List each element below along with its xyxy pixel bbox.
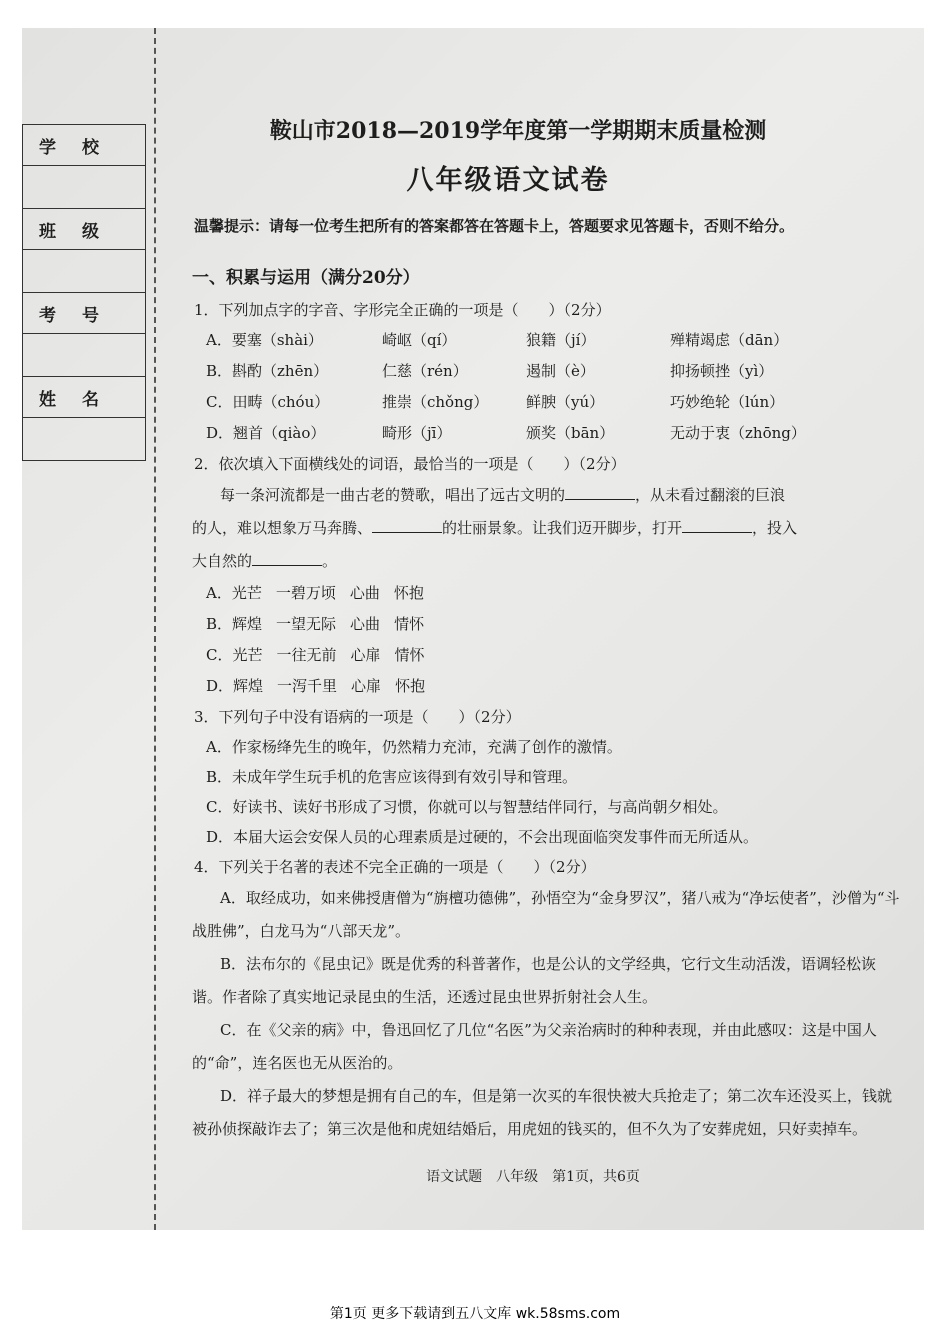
scanned-exam-page <box>22 28 924 1230</box>
q1-option-d-4: 无动于衷（zhōng） <box>670 424 806 442</box>
q2-c-3: 心扉 <box>350 646 381 664</box>
q1-option-b-4: 抑扬顿挫（yì） <box>670 362 774 380</box>
q3-option-b: B．未成年学生玩手机的危害应该得到有效引导和管理。 <box>206 768 578 786</box>
q2-c-2: 一往无前 <box>276 646 337 664</box>
q2-text-3: 的人，难以想象万马奔腾、 <box>192 519 373 537</box>
q2-text-4: 的壮丽景象。让我们迈开脚步，打开 <box>442 519 683 537</box>
q4-option-a: A．取经成功，如来佛授唐僧为“旃檀功德佛”，孙悟空为“金身罗汉”，猪八戒为“净坛使者”，沙僧为“斗战胜佛”，白龙马为“八部天龙”。 <box>192 889 900 940</box>
q3-option-d: D．本届大运会安保人员的心理素质是过硬的，不会出现面临突发事件而无所适从。 <box>206 828 759 846</box>
q2-option-a <box>192 578 904 609</box>
q2-d-4: 怀抱 <box>395 677 426 695</box>
q1-option-b-1: B．斟酌（zhēn） <box>206 362 329 380</box>
q1-option-c-3: 鲜腴（yú） <box>526 393 605 411</box>
question-2-stem: 2．依次填入下面横线处的词语，最恰当的一项是（ ）（2分） <box>194 455 626 473</box>
q2-b-1: B．辉煌 <box>206 615 263 633</box>
question-3-stem: 3．下列句子中没有语病的一项是（ ）（2分） <box>194 708 521 726</box>
q1-option-a-3: 狼籍（jí） <box>526 331 596 349</box>
q4-option-c: C．在《父亲的病》中，鲁迅回忆了几位“名医”为父亲治病时的种种表现，并由此感叹：这是中国人的“命”，连名医也无从医治的。 <box>192 1021 877 1072</box>
exam-page-footer: 语文试题 八年级 第1页，共6页 <box>426 1169 640 1185</box>
q2-a-4: 怀抱 <box>393 584 424 602</box>
name-label: 姓名 <box>23 377 146 418</box>
q2-text-1: 每一条河流都是一曲古老的赞歌，唱出了远古文明的 <box>220 486 566 504</box>
q2-b-4: 情怀 <box>394 615 425 633</box>
q1-option-a-1: A．要塞（shài） <box>206 331 323 349</box>
q1-option-d-2: 畸形（jī） <box>382 424 452 442</box>
q1-option-a-4: 殚精竭虑（dān） <box>670 331 789 349</box>
q3-option-c: C．好读书、读好书形成了习惯，你就可以与智慧结伴同行，与高尚朝夕相处。 <box>206 798 728 816</box>
q2-option-b <box>192 609 904 640</box>
q2-d-3: 心扉 <box>351 677 382 695</box>
question-2-passage <box>192 479 904 512</box>
exam-subtitle: 八年级语文试卷 <box>406 165 610 196</box>
exam-number-label: 考号 <box>23 293 146 334</box>
exam-number-blank <box>23 334 146 377</box>
school-label: 学校 <box>23 125 146 166</box>
question-2-passage-line-3 <box>192 545 904 578</box>
name-blank <box>23 418 146 461</box>
q1-option-d-1: D．翘首（qiào） <box>206 424 326 442</box>
class-label: 班级 <box>23 209 146 250</box>
q2-c-4: 情怀 <box>394 646 425 664</box>
binding-cut-line <box>154 28 156 1230</box>
class-blank <box>23 250 146 293</box>
q1-option-d-3: 颁奖（bān） <box>526 424 615 442</box>
q1-option-b-2: 仁慈（rén） <box>382 362 468 380</box>
q1-option-c-1: C．田畴（chóu） <box>206 393 330 411</box>
q2-blank-4 <box>252 550 322 566</box>
q2-d-1: D．辉煌 <box>206 677 264 695</box>
q1-option-c-2: 推崇（chǒng） <box>382 393 489 411</box>
q2-text-6: 大自然的 <box>192 552 253 570</box>
q2-option-d <box>192 671 904 702</box>
q2-text-5: ，投入 <box>752 519 798 537</box>
exam-title: 鞍山市2018—2019学年度第一学期期末质量检测 <box>269 118 767 144</box>
q1-option-c-4: 巧妙绝轮（lún） <box>670 393 785 411</box>
q2-a-1: A．光芒 <box>206 584 262 602</box>
q2-b-3: 心曲 <box>350 615 381 633</box>
q2-option-c <box>192 640 904 671</box>
question-1-options <box>192 325 904 449</box>
q2-blank-1 <box>565 484 635 500</box>
q3-option-a: A．作家杨绛先生的晚年，仍然精力充沛，充满了创作的激情。 <box>206 738 622 756</box>
q2-c-1: C．光芒 <box>206 646 263 664</box>
section-title: 一、积累与运用（满分20分） <box>192 268 420 288</box>
q2-b-2: 一望无际 <box>276 615 337 633</box>
question-4-stem: 4．下列关于名著的表述不完全正确的一项是（ ）（2分） <box>194 858 596 876</box>
q2-blank-3 <box>682 517 752 533</box>
q4-option-b: B．法布尔的《昆虫记》既是优秀的科普著作，也是公认的文学经典，它行文生动活泼，语调轻松诙谐。作者除了真实地记录昆虫的生活，还透过昆虫世界折射社会人生。 <box>192 955 877 1006</box>
q1-option-a-2: 崎岖（qí） <box>382 331 457 349</box>
question-1-stem: 1．下列加点字的字音、字形完全正确的一项是（ ）（2分） <box>194 301 611 319</box>
q2-text-7: 。 <box>322 552 338 570</box>
question-2-passage-line-2 <box>192 512 904 545</box>
q2-a-3: 心曲 <box>349 584 380 602</box>
q2-text-2: ，从未看过翻滚的巨浪 <box>635 486 786 504</box>
site-footer: 第1页 更多下载请到五八文库 wk.58sms.com <box>329 1306 621 1322</box>
q1-option-b-3: 遏制（è） <box>526 362 595 380</box>
q2-blank-2 <box>372 517 442 533</box>
q4-option-d: D．祥子最大的梦想是拥有自己的车，但是第一次买的车很快被大兵抢走了；第二次车还没买上，钱就被孙侦探敲诈去了；第三次是他和虎妞结婚后，用虎妞的钱买的，但不久为了安葬虎妞，只好卖掉车。 <box>192 1087 893 1138</box>
exam-tip: 温馨提示：请每一位考生把所有的答案都答在答题卡上，答题要求见答题卡，否则不给分。 <box>194 217 795 235</box>
exam-content <box>192 263 904 1146</box>
q2-d-2: 一泻千里 <box>277 677 338 695</box>
q2-a-2: 一碧万顷 <box>275 584 336 602</box>
